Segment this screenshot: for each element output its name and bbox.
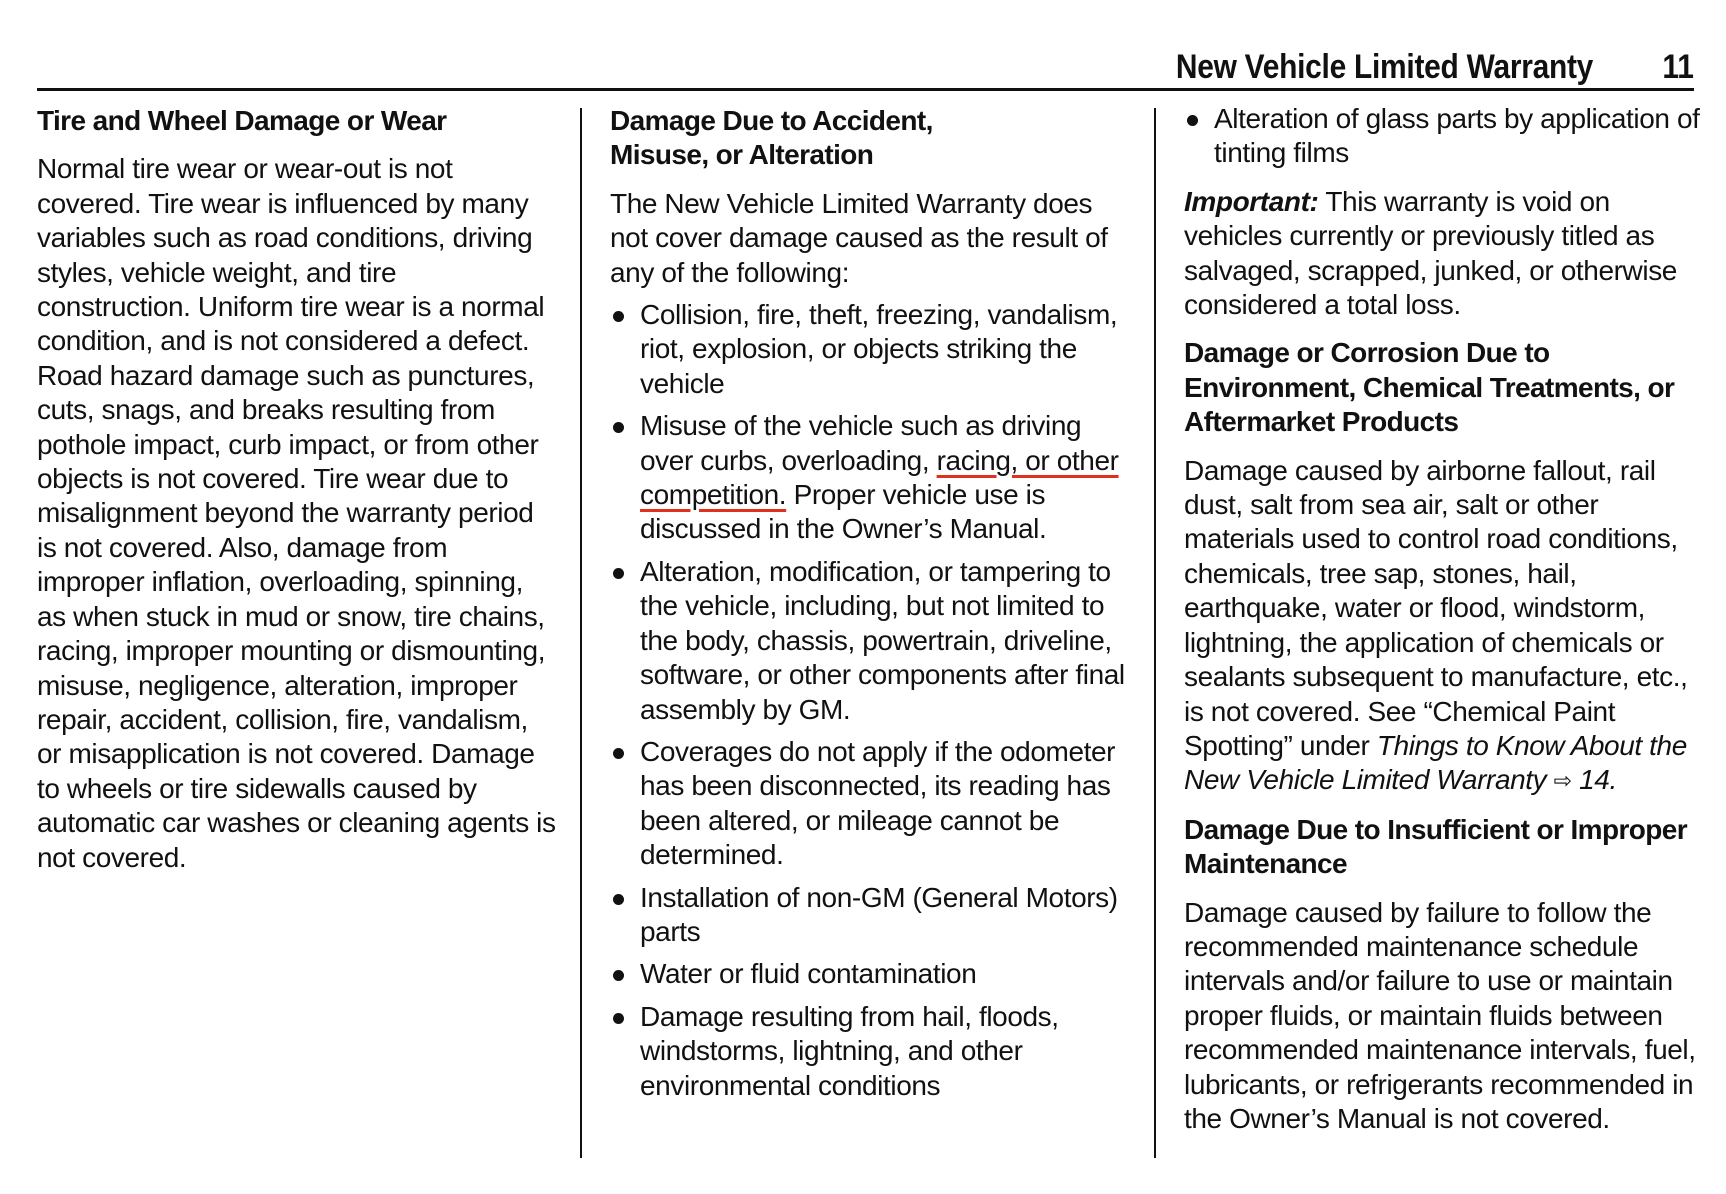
column-1 bbox=[37, 104, 557, 875]
column-divider-2 bbox=[1154, 108, 1156, 1158]
environment-text: Damage caused by airborne fallout, rail dust, salt from sea air, salt or other materials used to control road conditions, chemicals, tree sap, stones, hail, earthquake, water or flood, windstorm, lightning, the application of chemicals or sealants subsequent to manufacture, etc., is not covered. See “Chemical Paint Spotting” under bbox=[1184, 454, 1688, 761]
list-item-text: Misuse of the vehicle such as driving over curbs, overloading, bbox=[640, 410, 1082, 476]
list-item: Collision, fire, theft, freezing, vandalism, riot, explosion, or objects striking the vehicle bbox=[610, 298, 1132, 401]
section-heading-accident-misuse: Damage Due to Accident, Misuse, or Alteration bbox=[610, 105, 933, 171]
section-heading-environment: Damage or Corrosion Due to Environment, Chemical Treatments, or Aftermarket Products bbox=[1184, 337, 1675, 438]
list-item: Installation of non-GM (General Motors) parts bbox=[610, 881, 1132, 950]
list-item: Coverages do not apply if the odometer has been disconnected, its reading has been altered, or mileage cannot be determined. bbox=[610, 735, 1132, 873]
column-2 bbox=[610, 104, 1132, 1103]
page-header bbox=[37, 42, 1694, 91]
highlighted-text: racing, or other competition. bbox=[640, 444, 1119, 511]
environment-paragraph bbox=[1184, 454, 1704, 799]
tire-wheel-paragraph: Normal tire wear or wear-out is not covered. Tire wear is influenced by many variables such as road conditions, driving styles, vehicle weight, and tire construction. Uniform tire wear is a normal condition, and is not considered a defect. Road hazard damage such as punctures, cuts, snags, and breaks resulting from pothole impact, curb impact, or from other objects is not covered. Tire wear due to misalignment beyond the warranty period is not covered. Also, damage from improper inflation, overloading, spinning, as when stuck in mud or snow, tire chains, racing, improper mounting or dismounting, misuse, negligence, alteration, improper repair, accident, collision, fire, vandalism, or misapplication is not covered. Damage to wheels or tire sidewalls caused by automatic car washes or cleaning agents is not covered. bbox=[37, 153, 556, 873]
list-item-text: Proper vehicle use is discussed in the Owner’s Manual. bbox=[640, 479, 1047, 545]
important-label: Important: bbox=[1184, 185, 1319, 217]
important-text: This warranty is void on vehicles currently or previously titled as salvaged, scrapped, junked, or otherwise considered a total loss. bbox=[1184, 185, 1677, 321]
list-item bbox=[610, 409, 1132, 547]
header-title: New Vehicle Limited Warranty bbox=[1175, 48, 1593, 86]
column-3 bbox=[1184, 102, 1704, 1136]
exclusions-list bbox=[610, 298, 1132, 1103]
cross-reference-link[interactable]: Things to Know About the New Vehicle Limited Warranty bbox=[1184, 729, 1687, 796]
maintenance-paragraph: Damage caused by failure to follow the recommended maintenance schedule intervals and/or failure to use or maintain proper fluids, or maintain fluids between recommended maintenance intervals, fuel, lubricants, or refrigerants recommended in the Owner’s Manual is not covered. bbox=[1184, 896, 1696, 1134]
list-item: Water or fluid contamination bbox=[610, 957, 1132, 991]
important-notice bbox=[1184, 185, 1704, 323]
page-number: 11 bbox=[1662, 48, 1694, 86]
accident-intro-paragraph: The New Vehicle Limited Warranty does not cover damage caused as the result of any of the following: bbox=[610, 187, 1108, 288]
list-item: Alteration of glass parts by application of tinting films bbox=[1184, 102, 1704, 171]
continued-list bbox=[1184, 102, 1704, 171]
section-heading-tire-wheel: Tire and Wheel Damage or Wear bbox=[37, 105, 447, 136]
list-item: Damage resulting from hail, floods, windstorms, lightning, and other environmental conditions bbox=[610, 1000, 1132, 1103]
section-heading-maintenance: Damage Due to Insufficient or Improper Maintenance bbox=[1184, 813, 1688, 880]
arrow-right-icon: ⇨ bbox=[1553, 768, 1572, 794]
cross-reference-page[interactable]: 14. bbox=[1579, 764, 1617, 796]
column-divider-1 bbox=[580, 108, 582, 1158]
list-item: Alteration, modification, or tampering to the vehicle, including, but not limited to the body, chassis, powertrain, driveline, software, or other components after final assembly by GM. bbox=[610, 555, 1132, 727]
